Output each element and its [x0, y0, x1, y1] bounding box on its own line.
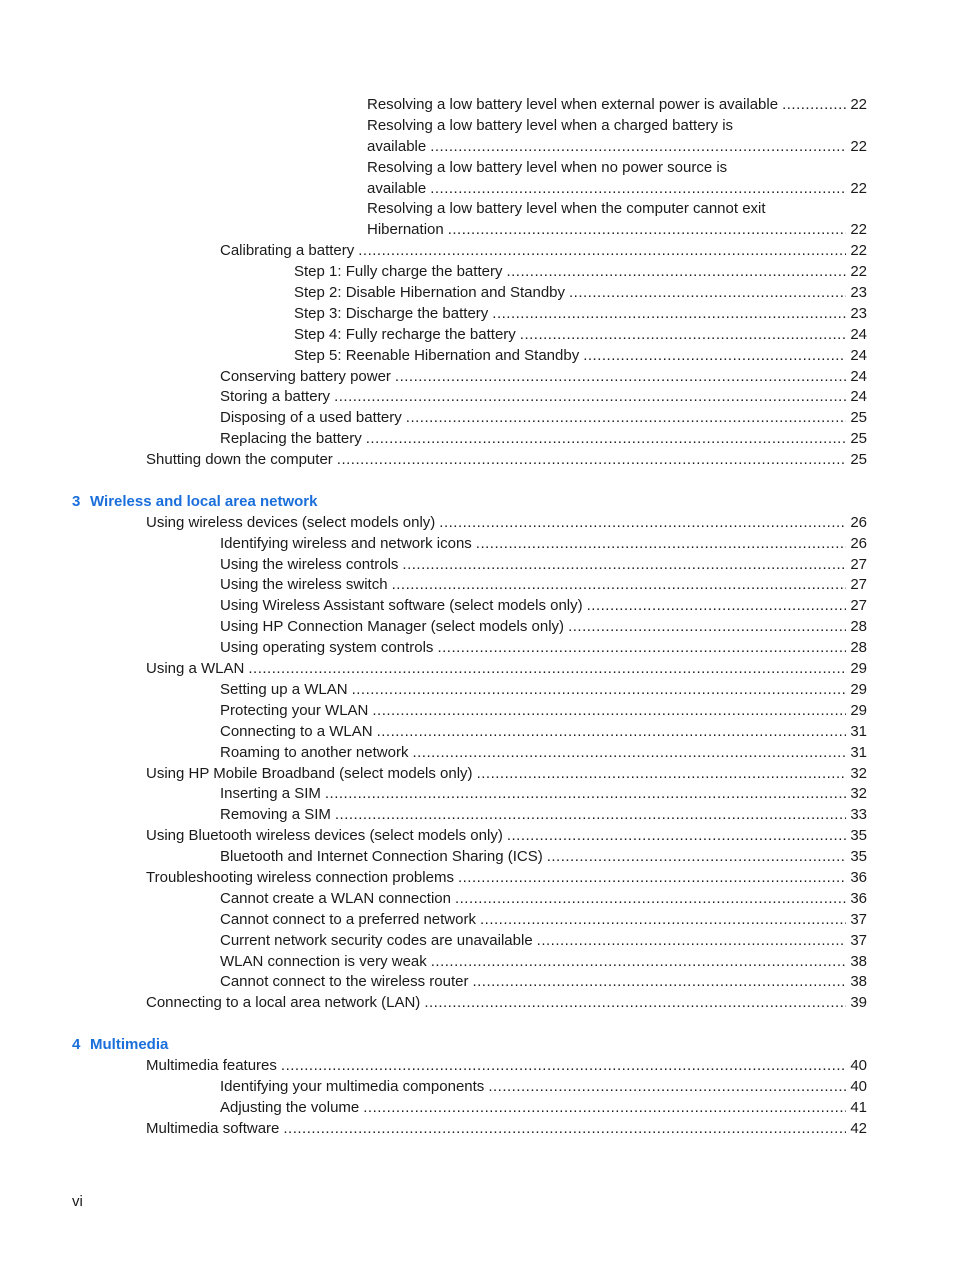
- toc-entry-title: Step 1: Fully charge the battery: [294, 263, 503, 281]
- dot-leader: [424, 993, 846, 1014]
- toc-entry[interactable]: [0, 1098, 954, 1119]
- dot-leader: [507, 826, 846, 847]
- toc-entry-page: 29: [850, 680, 867, 698]
- toc-entry-title: Using HP Connection Manager (select models only): [220, 618, 565, 636]
- toc-entry[interactable]: [0, 408, 954, 429]
- toc-entry[interactable]: [0, 262, 954, 283]
- dot-leader: [392, 575, 847, 596]
- toc-entry-title: Multimedia software: [146, 1119, 280, 1137]
- toc-entry-line[interactable]: [0, 158, 954, 179]
- toc-entry[interactable]: [0, 241, 954, 262]
- dot-leader: [283, 1119, 846, 1140]
- toc-entry[interactable]: [0, 283, 954, 304]
- toc-entry-page: 25: [850, 409, 867, 427]
- toc-entry-title: Identifying wireless and network icons: [220, 534, 472, 552]
- toc-entry-title: Storing a battery: [220, 388, 331, 406]
- toc-entry-title: Resolving a low battery level when external power is available: [367, 96, 779, 113]
- toc-entry[interactable]: [0, 179, 954, 200]
- toc-entry-title: Using Wireless Assistant software (select models only): [220, 597, 583, 615]
- toc-entry-page: 42: [850, 1119, 867, 1137]
- toc-entry-title: Hibernation: [367, 221, 444, 239]
- dot-leader: [488, 1077, 846, 1098]
- toc-entry-title: Disposing of a used battery: [220, 409, 402, 427]
- toc-entry-page: 22: [850, 221, 867, 239]
- dot-leader: [520, 325, 847, 346]
- toc-entry-title: Using wireless devices (select models only): [146, 513, 436, 531]
- toc-entry-page: 22: [850, 137, 867, 155]
- toc-entry-title: Step 5: Reenable Hibernation and Standby: [294, 346, 580, 364]
- toc-entry-title: Inserting a SIM: [220, 785, 321, 803]
- toc-entry-page: 32: [850, 764, 867, 782]
- toc-entry-page: 22: [850, 96, 867, 113]
- toc-entry-title: available: [367, 179, 427, 197]
- dot-leader: [395, 367, 846, 388]
- toc-entry[interactable]: [0, 743, 954, 764]
- toc-entry-page: 35: [850, 827, 867, 845]
- toc-entry-title: Cannot connect to a preferred network: [220, 910, 476, 928]
- dot-leader: [281, 1056, 846, 1077]
- toc-entry[interactable]: [0, 429, 954, 450]
- toc-entry-title: Step 2: Disable Hibernation and Standby: [294, 284, 566, 302]
- toc-entry-title: Connecting to a WLAN: [220, 722, 373, 740]
- dot-leader: [547, 847, 847, 868]
- toc-entry-page: 33: [850, 806, 867, 824]
- dot-leader: [334, 387, 846, 408]
- toc-entry[interactable]: [0, 826, 954, 847]
- toc-entry[interactable]: [0, 805, 954, 826]
- toc-entry[interactable]: [0, 304, 954, 325]
- toc-entry[interactable]: [0, 952, 954, 973]
- toc-entry[interactable]: [0, 325, 954, 346]
- chapter-number: 4: [72, 1036, 81, 1054]
- toc-entry-page: 31: [850, 743, 867, 761]
- chapter-title: Multimedia: [90, 1036, 169, 1054]
- toc-entry[interactable]: [0, 1056, 954, 1077]
- toc-entry-title: Protecting your WLAN: [220, 701, 369, 719]
- toc-entry-page: 29: [850, 660, 867, 678]
- toc-entry-page: 27: [850, 576, 867, 594]
- toc-entry-line[interactable]: [0, 116, 954, 137]
- toc-entry-page: 26: [850, 513, 867, 531]
- chapter-heading-3[interactable]: [0, 492, 954, 513]
- toc-entry[interactable]: [0, 659, 954, 680]
- toc-entry-page: 25: [850, 430, 867, 448]
- toc-entry[interactable]: [0, 764, 954, 785]
- toc-entry-title: Resolving a low battery level when a charged battery is: [367, 116, 734, 134]
- toc-entry-line[interactable]: [0, 199, 954, 220]
- toc-entry-title: Cannot create a WLAN connection: [220, 889, 451, 907]
- toc-entry-page: 31: [850, 722, 867, 740]
- dot-leader: [430, 137, 846, 158]
- toc-entry-page: 37: [850, 910, 867, 928]
- toc-entry[interactable]: [0, 513, 954, 534]
- dot-leader: [477, 764, 847, 785]
- toc-entry-page: 25: [850, 451, 867, 469]
- toc-entry[interactable]: [0, 993, 954, 1014]
- dot-leader: [569, 283, 846, 304]
- toc-entry[interactable]: [0, 638, 954, 659]
- toc-entry-page: 26: [850, 534, 867, 552]
- toc-entry-title: Multimedia features: [146, 1056, 277, 1074]
- toc-entry[interactable]: [0, 1119, 954, 1140]
- dot-leader: [537, 931, 847, 952]
- toc-entry-page: 23: [850, 284, 867, 302]
- toc-entry-page: 28: [850, 618, 867, 636]
- toc-entry-page: 22: [850, 179, 867, 197]
- toc-entry-title: Current network security codes are unavailable: [220, 931, 533, 949]
- dot-leader: [402, 555, 846, 576]
- toc-entry[interactable]: [0, 701, 954, 722]
- toc-entry-title: Calibrating a battery: [220, 242, 355, 260]
- toc-entry[interactable]: [0, 847, 954, 868]
- toc-entry-title: Troubleshooting wireless connection problems: [146, 868, 454, 886]
- dot-leader: [448, 220, 847, 241]
- dot-leader: [583, 346, 846, 367]
- toc-entry[interactable]: [0, 575, 954, 596]
- dot-leader: [476, 534, 847, 555]
- dot-leader: [406, 408, 847, 429]
- toc-entry-page: 36: [850, 868, 867, 886]
- toc-entry-page: 24: [850, 367, 867, 385]
- dot-leader: [430, 179, 846, 200]
- toc-entry-page: 22: [850, 263, 867, 281]
- toc-entry-title: Using a WLAN: [146, 660, 245, 678]
- toc-entry-page: 37: [850, 931, 867, 949]
- toc-entry-page: 40: [850, 1056, 867, 1074]
- toc-entry-title: Setting up a WLAN: [220, 680, 348, 698]
- toc-entry-page: 27: [850, 555, 867, 573]
- toc-entry-page: 36: [850, 889, 867, 907]
- toc-entry[interactable]: [0, 367, 954, 388]
- dot-leader: [437, 638, 846, 659]
- dot-leader: [366, 429, 847, 450]
- toc-entry[interactable]: [0, 868, 954, 889]
- toc-entry-title: Resolving a low battery level when the computer cannot exit: [367, 200, 766, 218]
- dot-leader: [412, 743, 846, 764]
- toc-entry-title: Step 3: Discharge the battery: [294, 304, 489, 322]
- toc-entry-title: Connecting to a local area network (LAN): [146, 994, 421, 1012]
- toc-entry-page: 38: [850, 952, 867, 970]
- dot-leader: [363, 1098, 846, 1119]
- toc-entry-page: 28: [850, 639, 867, 657]
- toc-entry-title: Adjusting the volume: [220, 1098, 360, 1116]
- toc-entry[interactable]: [0, 387, 954, 408]
- dot-leader: [358, 241, 846, 262]
- toc-entry-page: 23: [850, 304, 867, 322]
- toc-entry-title: Cannot connect to the wireless router: [220, 973, 469, 991]
- toc-entry-page: 39: [850, 994, 867, 1012]
- toc-entry-page: 29: [850, 701, 867, 719]
- dot-leader: [337, 450, 847, 471]
- toc-entry-title: Using the wireless switch: [220, 576, 388, 594]
- toc-entry[interactable]: [0, 931, 954, 952]
- dot-leader: [335, 805, 846, 826]
- toc-entry[interactable]: [0, 555, 954, 576]
- toc-entry[interactable]: [0, 450, 954, 471]
- page-number: vi: [72, 1193, 83, 1210]
- dot-leader: [506, 262, 846, 283]
- toc-entry-page: 35: [850, 848, 867, 866]
- toc-entry-page: 24: [850, 325, 867, 343]
- dot-leader: [782, 95, 846, 116]
- toc-entry-page: 41: [850, 1098, 867, 1116]
- toc-entry[interactable]: [0, 534, 954, 555]
- dot-leader: [325, 784, 846, 805]
- toc-entry-page: 24: [850, 346, 867, 364]
- toc-entry[interactable]: [0, 346, 954, 367]
- dot-leader: [439, 513, 846, 534]
- table-of-contents: [0, 95, 954, 1140]
- chapter-title: Wireless and local area network: [90, 492, 318, 510]
- toc-entry[interactable]: [0, 220, 954, 241]
- dot-leader: [431, 952, 847, 973]
- toc-entry-title: Replacing the battery: [220, 430, 362, 448]
- toc-block-multimedia: [0, 1056, 954, 1140]
- toc-block-battery: [0, 95, 954, 471]
- toc-entry-title: Using operating system controls: [220, 639, 434, 657]
- toc-entry[interactable]: [0, 596, 954, 617]
- toc-entry-title: Using the wireless controls: [220, 555, 399, 573]
- toc-entry[interactable]: [0, 910, 954, 931]
- dot-leader: [587, 596, 847, 617]
- toc-entry-page: 27: [850, 597, 867, 615]
- dot-leader: [492, 304, 846, 325]
- toc-entry[interactable]: [0, 1077, 954, 1098]
- toc-entry-title: Resolving a low battery level when no power source is: [367, 158, 728, 176]
- toc-entry[interactable]: [0, 722, 954, 743]
- toc-entry[interactable]: [0, 680, 954, 701]
- toc-entry-page: 32: [850, 785, 867, 803]
- toc-entry-page: 40: [850, 1077, 867, 1095]
- toc-entry[interactable]: [0, 972, 954, 993]
- toc-entry-title: Removing a SIM: [220, 806, 331, 824]
- toc-entry[interactable]: [0, 95, 954, 116]
- toc-entry-title: available: [367, 137, 427, 155]
- toc-entry-title: Conserving battery power: [220, 367, 391, 385]
- toc-entry[interactable]: [0, 617, 954, 638]
- toc-entry[interactable]: [0, 784, 954, 805]
- toc-block-wireless: [0, 513, 954, 1014]
- toc-entry-title: Using Bluetooth wireless devices (select models only): [146, 827, 503, 845]
- toc-entry-page: 24: [850, 388, 867, 406]
- dot-leader: [568, 617, 846, 638]
- dot-leader: [248, 659, 846, 680]
- toc-entry-title: Identifying your multimedia components: [220, 1077, 485, 1095]
- toc-entry[interactable]: [0, 889, 954, 910]
- dot-leader: [458, 868, 846, 889]
- toc-entry-page: 38: [850, 973, 867, 991]
- chapter-heading-4[interactable]: [0, 1035, 954, 1056]
- toc-entry-title: Shutting down the computer: [146, 451, 333, 469]
- toc-entry-title: Bluetooth and Internet Connection Sharing (ICS): [220, 848, 543, 866]
- toc-entry-title: Roaming to another network: [220, 743, 409, 761]
- dot-leader: [372, 701, 846, 722]
- chapter-number: 3: [72, 492, 81, 510]
- toc-entry-title: Step 4: Fully recharge the battery: [294, 325, 516, 343]
- toc-entry-title: Using HP Mobile Broadband (select models only): [146, 764, 473, 782]
- dot-leader: [472, 972, 846, 993]
- dot-leader: [455, 889, 846, 910]
- dot-leader: [377, 722, 847, 743]
- toc-entry-title: WLAN connection is very weak: [220, 952, 427, 970]
- dot-leader: [352, 680, 847, 701]
- toc-entry[interactable]: [0, 137, 954, 158]
- dot-leader: [480, 910, 846, 931]
- toc-entry-page: 22: [850, 242, 867, 260]
